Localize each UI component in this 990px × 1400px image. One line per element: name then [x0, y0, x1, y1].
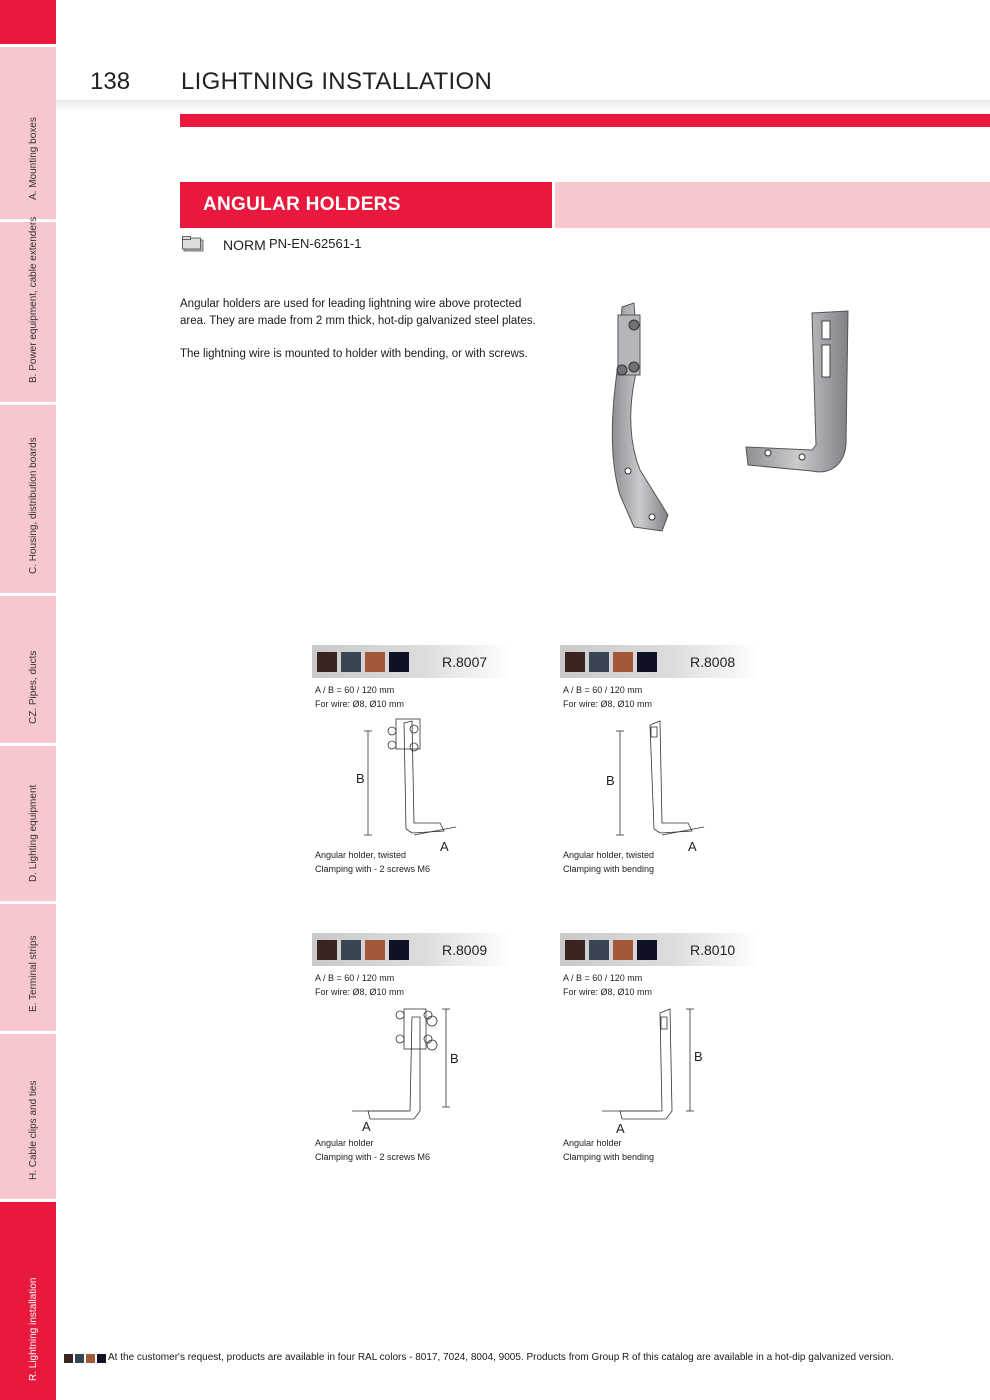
- sidebar-item-lighting-equipment[interactable]: [0, 743, 56, 901]
- ral-swatch: [341, 940, 361, 960]
- sidebar-item-power-equipment[interactable]: [0, 216, 56, 402]
- product-drawing: [352, 999, 512, 1149]
- product-card-r8009: [312, 933, 512, 1183]
- section-description: [180, 296, 540, 379]
- ral-swatch: [613, 652, 633, 672]
- product-card-r8008: [560, 645, 760, 895]
- page-number: 138: [90, 68, 131, 95]
- description-paragraph: The lightning wire is mounted to holder with bending, or with screws.: [180, 348, 528, 360]
- sidebar-item-housing[interactable]: [0, 402, 56, 593]
- dimension-label-b: B: [450, 1051, 459, 1066]
- ral-swatch: [565, 652, 585, 672]
- product-card-r8007: [312, 645, 512, 895]
- header-bar: [180, 114, 990, 127]
- product-clamping: Clamping with - 2 screws M6: [315, 864, 431, 874]
- sidebar-item-mounting-boxes[interactable]: [0, 44, 56, 219]
- description-paragraph: Angular holders are used for leading lightning wire above protected area. They are made from 2 mm thick, hot-dip galvanized steel plates.: [180, 298, 536, 327]
- product-dimensions: A / B = 60 / 120 mm: [315, 685, 395, 695]
- product-header-bar: [560, 645, 760, 678]
- ral-swatch: [565, 940, 585, 960]
- sidebar-item-label: E. Terminal strips: [28, 935, 39, 1012]
- product-drawing: [352, 711, 512, 861]
- product-name: Angular holder: [315, 1138, 374, 1148]
- product-header-bar: [312, 933, 512, 966]
- ral-swatch: [589, 652, 609, 672]
- section-heading: [180, 182, 552, 228]
- norm-label: NORM: [223, 237, 266, 253]
- section-heading-filler: [555, 182, 990, 228]
- header-shadow: [56, 100, 990, 112]
- ral-swatch: [389, 652, 409, 672]
- norm-book-icon: [182, 236, 204, 252]
- product-drawing: [600, 711, 760, 861]
- product-code: R.8010: [690, 942, 736, 958]
- ral-swatch: [637, 652, 657, 672]
- sidebar-item-label: R. Lightning installation: [28, 1277, 39, 1381]
- product-clamping: Clamping with bending: [563, 1152, 655, 1162]
- dimension-label-b: B: [356, 771, 365, 786]
- ral-swatch: [389, 940, 409, 960]
- product-drawing: [600, 999, 760, 1149]
- sidebar-item-label: B. Power equipment, cable extenders: [28, 216, 39, 383]
- product-header-bar: [560, 933, 760, 966]
- ral-swatch: [317, 652, 337, 672]
- sidebar-item-label: CZ. Pipes, ducts: [28, 650, 39, 724]
- product-dimensions: A / B = 60 / 120 mm: [563, 685, 643, 695]
- product-wire: For wire: Ø8, Ø10 mm: [563, 987, 653, 997]
- product-header-bar: [312, 645, 512, 678]
- product-photo: [590, 295, 870, 545]
- ral-swatch: [64, 1354, 73, 1363]
- page-title: LIGHTNING INSTALLATION: [181, 68, 493, 95]
- product-clamping: Clamping with - 2 screws M6: [315, 1152, 431, 1162]
- sidebar-item-label: D. Lighting equipment: [28, 784, 39, 882]
- sidebar-item-terminal-strips[interactable]: [0, 901, 56, 1031]
- product-wire: For wire: Ø8, Ø10 mm: [315, 987, 405, 997]
- norm-value: PN-EN-62561-1: [269, 236, 362, 251]
- dimension-label-b: B: [694, 1049, 703, 1064]
- product-name: Angular holder, twisted: [563, 850, 655, 860]
- sidebar-item-cable-clips[interactable]: [0, 1031, 56, 1199]
- product-wire: For wire: Ø8, Ø10 mm: [563, 699, 653, 709]
- ral-swatch: [637, 940, 657, 960]
- sidebar-item-pipes-ducts[interactable]: [0, 593, 56, 743]
- ral-swatch: [589, 940, 609, 960]
- footer-text: At the customer's request, products are available in four RAL colors - 8017, 7024, 8004, 9005. Products from Group R of this catalog are available in a hot-dip galvanized version.: [108, 1352, 894, 1363]
- product-code: R.8009: [442, 942, 488, 958]
- ral-swatch: [613, 940, 633, 960]
- product-card-r8010: [560, 933, 760, 1183]
- ral-swatch: [97, 1354, 106, 1363]
- product-code: R.8008: [690, 654, 736, 670]
- ral-swatch: [365, 652, 385, 672]
- product-clamping: Clamping with bending: [563, 864, 655, 874]
- dimension-label-a: A: [688, 839, 697, 854]
- sidebar-item-label: C. Housing, distribution boards: [28, 437, 39, 574]
- ral-swatch: [365, 940, 385, 960]
- sidebar-item-lightning-installation[interactable]: [0, 1199, 56, 1400]
- sidebar-item-label: H. Cable clips and ties: [28, 1080, 39, 1180]
- product-code: R.8007: [442, 654, 488, 670]
- dimension-label-a: A: [362, 1119, 371, 1134]
- ral-swatch: [341, 652, 361, 672]
- product-dimensions: A / B = 60 / 120 mm: [315, 973, 395, 983]
- product-dimensions: A / B = 60 / 120 mm: [563, 973, 643, 983]
- sidebar-item-label: A. Mounting boxes: [28, 117, 39, 200]
- ral-swatch: [317, 940, 337, 960]
- dimension-label-b: B: [606, 773, 615, 788]
- footer-note: [64, 1352, 984, 1368]
- dimension-label-a: A: [616, 1121, 625, 1136]
- section-title: ANGULAR HOLDERS: [203, 194, 401, 215]
- product-wire: For wire: Ø8, Ø10 mm: [315, 699, 405, 709]
- ral-swatch: [86, 1354, 95, 1363]
- product-name: Angular holder, twisted: [315, 850, 407, 860]
- ral-swatch: [75, 1354, 84, 1363]
- product-name: Angular holder: [563, 1138, 622, 1148]
- sidebar: [0, 0, 56, 1400]
- dimension-label-a: A: [440, 839, 449, 854]
- sidebar-top-accent: [0, 0, 56, 44]
